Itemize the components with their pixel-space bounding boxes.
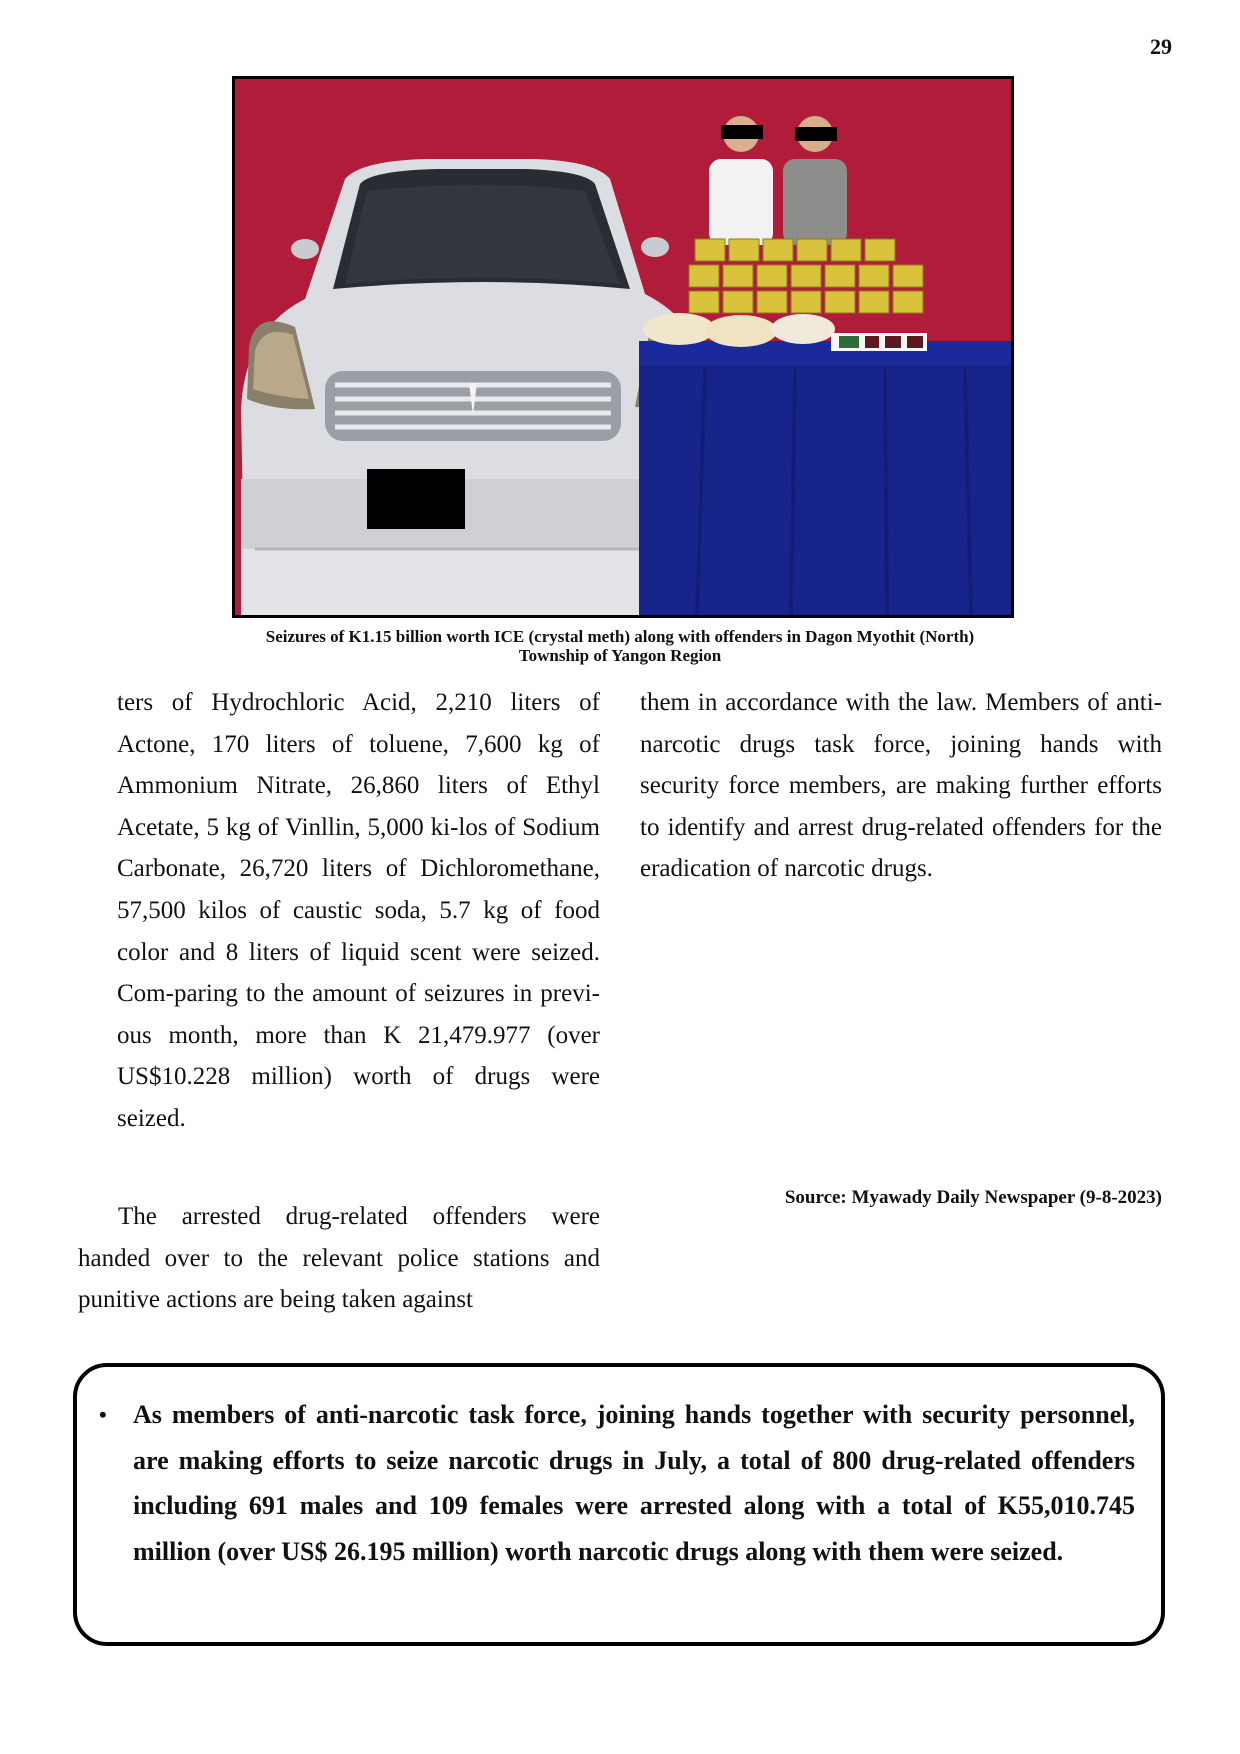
photo-caption-line-2: Township of Yangon Region <box>518 646 722 665</box>
body-text: them in accordance with the law. Members of anti-narcotic drugs task force, joining hands with security force members, are making further efforts to identify and arrest drug-related offenders for the eradication of narcotic drugs. <box>640 689 1162 883</box>
summary-box <box>73 1363 1165 1646</box>
summary-text: As members of anti-narcotic task force, joining hands together with security personnel, are making efforts to seize narcotic drugs in July, a total of 800 drug-related offenders including 691 males and 109 females were arrested along with a total of K55,010.745 million (over US$ 26.195 million) worth narcotic drugs along with them were seized. <box>133 1400 1135 1566</box>
body-text: The arrested drug-related offenders were handed over to the relevant police stations and punitive actions are being taken against <box>78 1203 600 1314</box>
photo-caption <box>130 627 1110 665</box>
source-citation: Source: Myawady Daily Newspaper (9-8-2023) <box>784 1187 1162 1208</box>
left-column-paragraph-2 <box>78 1196 600 1321</box>
summary-list <box>99 1392 1135 1574</box>
table-image <box>639 341 1011 615</box>
summary-item <box>99 1392 1135 1574</box>
photo-caption-line-1: Seizures of K1.15 billion worth ICE (crystal meth) along with offenders in Dagon Myothit (North) <box>265 627 975 646</box>
page-number: 29 <box>1150 34 1172 59</box>
right-column-paragraph <box>640 682 1162 890</box>
seizure-photo <box>232 76 1014 618</box>
bullet-icon: • <box>99 1402 107 1427</box>
seizure-photo-graphic <box>235 79 1011 615</box>
left-column-paragraph-1 <box>117 682 600 1140</box>
body-text: ters of Hydrochloric Acid, 2,210 liters of Actone, 170 liters of toluene, 7,600 kg of Ammonium Nitrate, 26,860 liters of Ethyl Acetate, 5 kg of Vinllin, 5,000 ki-los of Sodium Carbonate, 26,720 liters of Dichloromethane, 57,500 kilos of caustic soda, 5.7 kg of food color and 8 liters of liquid scent were seized. Com-paring to the amount of seizures in previ-ous month, more than K 21,479.977 (over US$10.228 million) worth of drugs were seized. <box>117 689 600 1132</box>
